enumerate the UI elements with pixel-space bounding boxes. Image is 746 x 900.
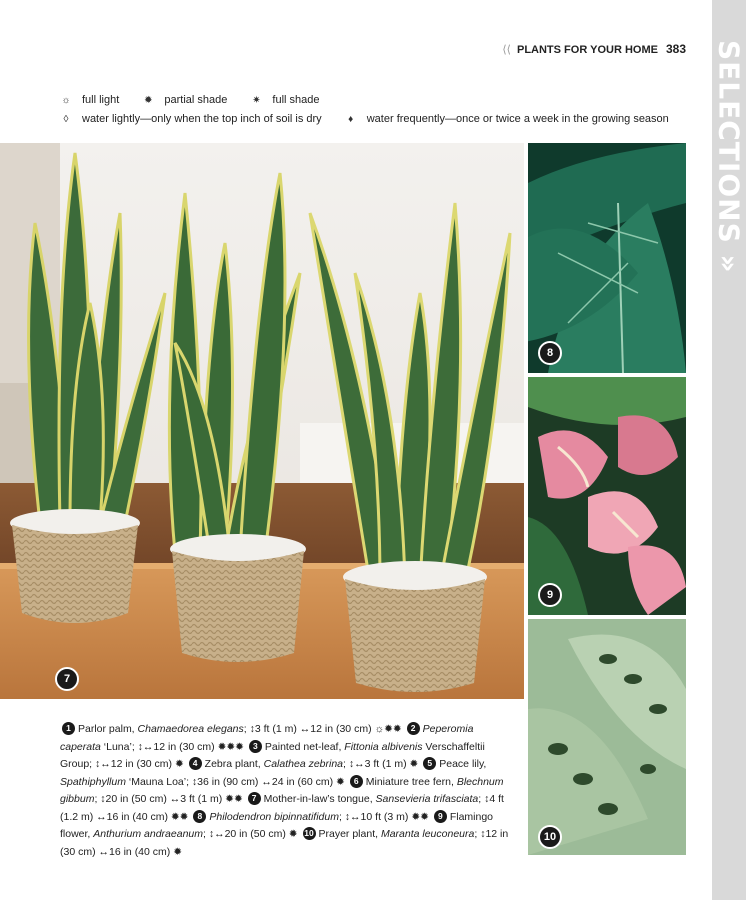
caption-6-latin: Blechnum gibbum	[60, 775, 504, 805]
section-tab-label: SELECTIONS »	[712, 40, 746, 274]
caption-3-text: Painted net-leaf,	[264, 740, 345, 753]
caption-8-latin: Philodendron bipinnatifidum	[209, 810, 339, 823]
main-photo-snake-plants	[0, 143, 524, 699]
caption-7-details: ; ↕4 ft (1.2 m) ↔16 in (40 cm) ✹✹	[60, 793, 504, 823]
philodendron-illustration	[528, 143, 686, 373]
symbol-legend	[60, 91, 689, 129]
legend-water-lightly: water lightly—only when the top inch of soil is dry	[82, 113, 322, 125]
legend-water-frequently: water frequently—once or twice a week in the growing season	[366, 113, 669, 125]
caption-number-4: 4	[189, 757, 202, 770]
caption-number-6: 6	[350, 775, 363, 788]
full-shade-icon: ✷	[252, 95, 261, 106]
basket-middle	[170, 534, 306, 662]
running-head	[502, 42, 686, 56]
caption-number-3: 3	[249, 740, 262, 753]
caption-number-10: 10	[304, 828, 314, 838]
prayer-plant-illustration	[528, 619, 686, 855]
caption-4-details: ; ↕↔3 ft (1 m) ✹	[343, 758, 422, 770]
caption-1-details: ; ↕3 ft (1 m) ↔12 in (30 cm) ☼✹✹	[243, 723, 405, 735]
caption-3-latin: Fittonia albivenis	[344, 740, 423, 753]
caption-number-2: 2	[407, 722, 420, 735]
running-head-title: PLANTS FOR YOUR HOME	[516, 44, 658, 56]
photo-philodendron	[528, 143, 686, 373]
water-frequently-icon: ♦	[348, 114, 354, 125]
full-light-icon: ☼	[61, 95, 71, 106]
section-tab	[712, 0, 746, 900]
photo-badge-9: 9	[538, 583, 562, 607]
caption-10-text: Prayer plant,	[318, 828, 381, 840]
caption-number-9: 9	[434, 810, 447, 823]
chevron-left-icon: ⟨⟨	[502, 44, 511, 56]
caption-4-text: Zebra plant,	[204, 758, 264, 770]
caption-9-text: Flamingo flower,	[60, 810, 494, 840]
photo-badge-8: 8	[538, 341, 562, 365]
photo-anthurium	[528, 377, 686, 615]
caption-9-latin: Anthurium andraeanum	[93, 828, 203, 840]
caption-7-latin: Sansevieria trifasciata	[375, 793, 479, 805]
caption-10-details: ; ↕12 in (30 cm) ↔16 in (40 cm) ✹	[60, 828, 509, 858]
partial-shade-icon: ✹	[144, 95, 153, 106]
anthurium-illustration	[528, 377, 686, 615]
caption-number-8: 8	[193, 810, 206, 823]
legend-partial-shade: partial shade	[164, 94, 228, 106]
photo-prayer-plant	[528, 619, 686, 855]
caption-1-latin: Chamaedorea elegans	[137, 723, 244, 735]
water-lightly-icon: ◊	[63, 114, 69, 125]
caption-number-5: 5	[423, 757, 436, 770]
caption-5-latin: Spathiphyllum	[60, 775, 126, 788]
plant-captions	[60, 721, 510, 861]
page-number: 383	[665, 42, 686, 56]
caption-7-text: Mother-in-law’s tongue,	[263, 793, 376, 805]
photo-badge-7: 7	[55, 667, 79, 691]
caption-6-text: Miniature tree fern,	[365, 775, 457, 788]
caption-8-details: ; ↕↔10 ft (3 m) ✹✹	[338, 810, 432, 823]
caption-number-1: 1	[62, 722, 75, 735]
legend-full-light: full light	[82, 94, 120, 106]
basket-right	[343, 561, 487, 692]
snake-plant-illustration	[0, 143, 524, 699]
caption-5-details: ‘Mauna Loa’; ↕36 in (90 cm) ↔24 in (60 cm) ✹	[125, 775, 348, 788]
caption-9-details: ; ↕↔20 in (50 cm) ✹	[203, 828, 301, 840]
caption-3-details: Verschaffeltii Group; ↕↔12 in (30 cm) ✹	[60, 740, 485, 770]
basket-left	[10, 509, 140, 623]
caption-5-text: Peace lily,	[439, 758, 487, 770]
caption-1-text: Parlor palm,	[78, 723, 138, 735]
caption-10-latin: Maranta leuconeura	[380, 828, 475, 840]
caption-6-details: ; ↕20 in (50 cm) ↔3 ft (1 m) ✹✹	[94, 793, 246, 805]
caption-2-details: ‘Luna’; ↕↔12 in (30 cm) ✹✹✹	[100, 740, 247, 753]
caption-number-7: 7	[248, 792, 261, 805]
caption-4-latin: Calathea zebrina	[263, 758, 344, 770]
legend-full-shade: full shade	[272, 94, 320, 106]
caption-2-latin: Peperomia caperata	[60, 723, 474, 753]
photo-badge-10: 10	[538, 825, 562, 849]
